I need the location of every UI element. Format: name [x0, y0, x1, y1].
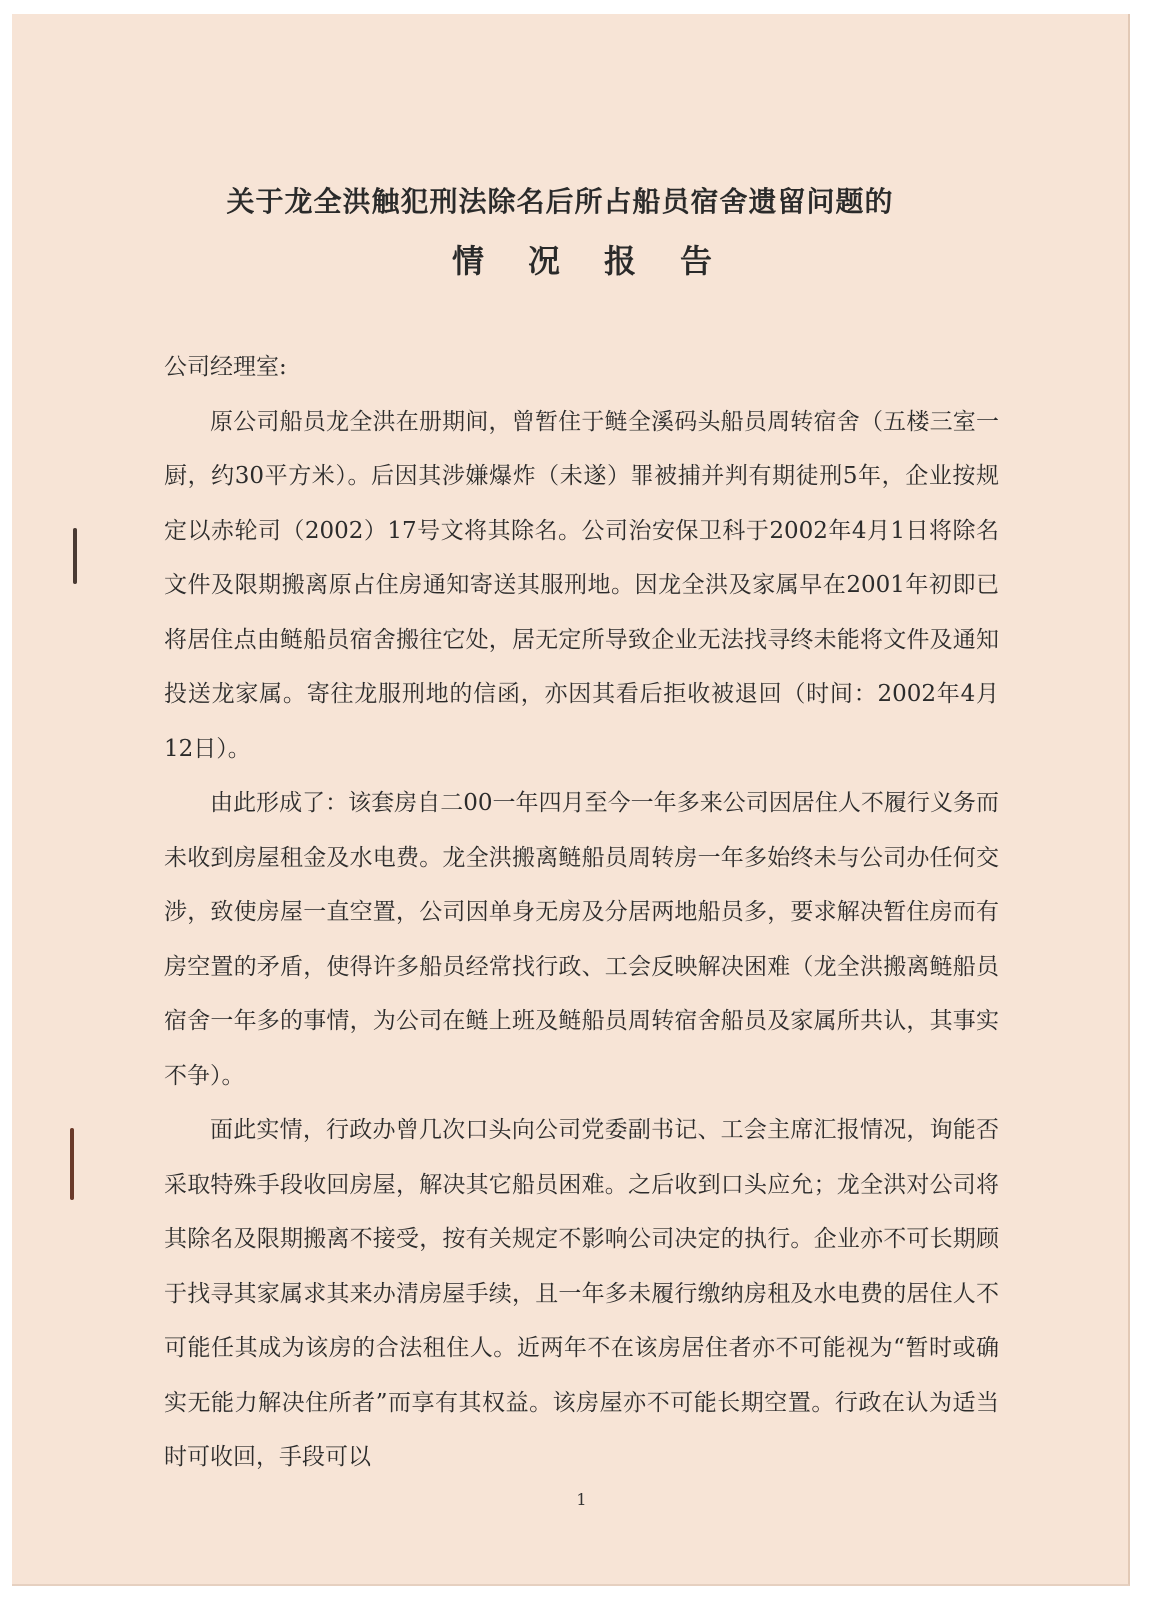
document-body [164, 340, 999, 1485]
page-number: 1 [576, 1490, 587, 1509]
staple-mark-top [73, 528, 77, 584]
document-title: 关于龙全洪触犯刑法除名后所占船员宿舍遗留问题的 [226, 185, 894, 218]
document-subtitle: 情况报告 [451, 242, 756, 280]
salutation: 公司经理室: [164, 354, 287, 380]
paragraph-3: 面此实情，行政办曾几次口头向公司党委副书记、工会主席汇报情况，询能否采取特殊手段收回房屋，解决其它船员困难。之后收到口头应允；龙全洪对公司将其除名及限期搬离不接受，按有关规定不影响公司决定的执行。企业亦不可长期顾于找寻其家属求其来办清房屋手续，且一年多未履行缴纳房租及水电费的居住人不可能任其成为该房的合法租住人。近两年不在该房居住者亦不可能视为“暂时或确实无能力解决住所者”而享有其权益。该房屋亦不可能长期空置。行政在认为适当时可收回，手段可以 [164, 1117, 999, 1470]
paragraph-1: 原公司船员龙全洪在册期间，曾暂住于鲢全溪码头船员周转宿舍（五楼三室一厨，约30平方米）。后因其涉嫌爆炸（未遂）罪被捕并判有期徒刑5年，企业按规定以赤轮司（2002）17号文将其除名。公司治安保卫科于2002年4月1日将除名文件及限期搬离原占住房通知寄送其服刑地。因龙全洪及家属早在2001年初即已将居住点由鲢船员宿舍搬往它处，居无定所导致企业无法找寻终未能将文件及通知投送龙家属。寄往龙服刑地的信函，亦因其看后拒收被退回（时间：2002年4月12日）。 [164, 408, 999, 762]
staple-mark-bottom [70, 1128, 74, 1200]
paragraph-2: 由此形成了：该套房自二00一年四月至今一年多来公司因居住人不履行义务而未收到房屋租金及水电费。龙全洪搬离鲢船员周转房一年多始终未与公司办任何交涉，致使房屋一直空置，公司因单身无房及分居两地船员多，要求解决暂住房而有房空置的矛盾，使得许多船员经常找行政、工会反映解决困难（龙全洪搬离鲢船员宿舍一年多的事情，为公司在鲢上班及鲢船员周转宿舍船员及家属所共认，其事实不争）。 [164, 790, 999, 1089]
